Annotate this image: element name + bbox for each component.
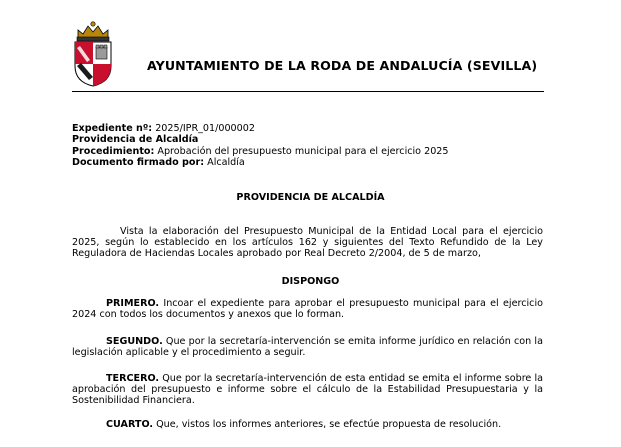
procedimiento-value: Aprobación del presupuesto municipal para el ejercicio 2025 [157, 145, 449, 157]
firmado-label: Documento firmado por: [72, 157, 205, 169]
coat-of-arms-icon [72, 20, 114, 88]
org-title: AYUNTAMIENTO DE LA RODA DE ANDALUCÍA (SEVILLA) [147, 58, 538, 73]
procedimiento-label: Procedimiento: [72, 145, 155, 157]
firmado-row [72, 157, 552, 168]
procedimiento-row [72, 146, 552, 157]
document-header [0, 0, 621, 100]
clause-cuarto [72, 419, 543, 430]
clause-label: SEGUNDO. [106, 336, 163, 347]
clause-label: CUARTO. [106, 419, 154, 430]
dispongo-heading: DISPONGO [281, 276, 340, 287]
document-title: PROVIDENCIA DE ALCALDÍA [236, 192, 385, 203]
clause-primero [72, 298, 543, 320]
expediente-value: 2025/IPR_01/000002 [155, 123, 255, 134]
clause-text: Que por la secretaría-intervención se emita informe jurídico en relación con la legislación aplicable y el procedimiento a seguir. [72, 336, 543, 359]
providencia-label: Providencia de Alcaldía [72, 134, 199, 146]
clause-text: Que por la secretaría-intervención de esta entidad se emita el informe sobre la aprobación del presupuesto e informe sobre el cálculo de la Estabilidad Presupuestaria y la Sostenibilidad Financiera. [72, 373, 543, 407]
clause-segundo [72, 336, 543, 358]
header-divider [72, 91, 544, 92]
providencia-row [72, 134, 552, 145]
firmado-value: Alcaldía [207, 157, 245, 169]
clause-text: Que, vistos los informes anteriores, se efectúe propuesta de resolución. [156, 419, 502, 430]
clause-label: TERCERO. [106, 373, 160, 384]
intro-paragraph: Vista la elaboración del Presupuesto Municipal de la Entidad Local para el ejercicio 2025, según lo establecido en los artículos 162 y siguientes del Texto Refundido de la Ley Reguladora de Haciendas Locales aprobado por Real Decreto 2/2004, de 5 de marzo, [72, 226, 543, 260]
clause-text: Incoar el expediente para aprobar el presupuesto municipal para el ejercicio 2024 con todos los documentos y anexos que lo forman. [72, 298, 543, 321]
expediente-row [72, 123, 552, 134]
clause-tercero [72, 373, 543, 407]
clause-label: PRIMERO. [106, 298, 160, 309]
expediente-label: Expediente nº: [72, 123, 153, 134]
document-metadata [72, 123, 552, 169]
